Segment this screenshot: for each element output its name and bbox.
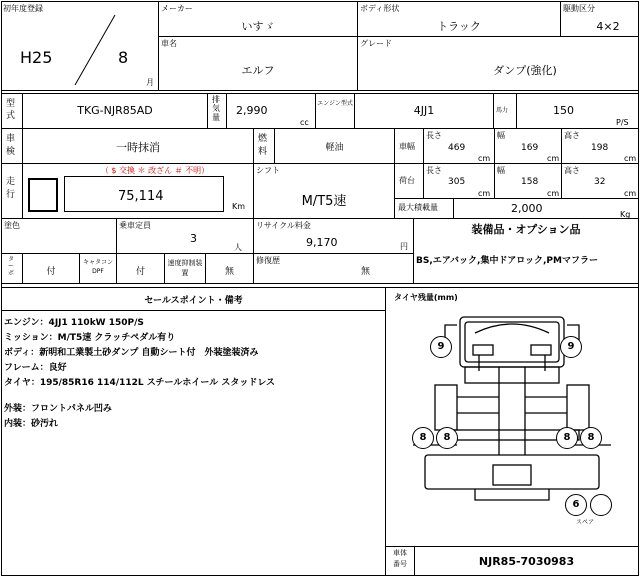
sales-line: フレーム：良好 (4, 363, 67, 373)
len-value: 469 (448, 143, 466, 153)
repair-label: 修復歴 (256, 256, 280, 265)
recycle-unit: 円 (400, 242, 408, 251)
color-label: 塗色 (4, 221, 20, 230)
mileage-value: 75,114 (118, 189, 164, 204)
chassis-value: NJR85-7030983 (478, 555, 575, 568)
inspection-label: 車検 (6, 134, 16, 157)
tire-rear-right-outer: 8 (580, 427, 602, 449)
month-value: 8 (118, 48, 129, 67)
sales-line: エンジン：4JJ1 110kW 150P/S (4, 318, 144, 328)
tire-rear-left-inner: 8 (436, 427, 458, 449)
mileage-checkbox (28, 178, 58, 212)
power-label: 馬力 (496, 107, 509, 114)
turbo-label: ターボ (8, 256, 15, 277)
mileage-label: 走行 (6, 177, 16, 200)
cargo-label: 荷台 (399, 176, 415, 185)
engine-label-cell (315, 93, 355, 129)
engine-label: エンジン型式 (317, 100, 353, 107)
sales-line: ボディ：新明和工業製土砂ダンプ 自動シート付 外装塗装済み (4, 348, 259, 358)
mileage-note: （ $ 交換 ＊ 改ざん ＃ 不明） (100, 166, 210, 175)
spare-label: スペア (576, 519, 595, 526)
turbo-value: 付 (46, 267, 56, 277)
width-value: 169 (521, 143, 539, 153)
sales-line (4, 390, 384, 401)
grade-value: ダンプ(強化) (493, 64, 557, 77)
catalyst-label: キャタコンDPF (82, 259, 113, 275)
sales-line: タイヤ：195/85R16 114/112L スチールホイール スタッドレス (4, 378, 276, 388)
power-unit: P/S (616, 118, 629, 127)
catalyst-value: 付 (135, 267, 145, 277)
grade-label: グレード (360, 39, 392, 48)
sales-lines (4, 315, 384, 431)
model-value: TKG-NJR85AD (77, 104, 153, 117)
sales-title: セールスポイント・備考 (144, 296, 243, 306)
cargo-height-unit: cm (624, 189, 637, 198)
speed-label: 速度抑制装置 (167, 259, 203, 277)
fuel-label: 燃料 (258, 134, 268, 157)
payload-label: 最大積載量 (398, 203, 438, 212)
len-unit: cm (478, 154, 491, 163)
width-unit: cm (547, 154, 560, 163)
body-label: ボディ形状 (360, 4, 400, 13)
capacity-label: 乗車定員 (119, 221, 151, 230)
cargo-height-label: 高さ (564, 166, 580, 175)
shift-value: M/T5速 (301, 194, 347, 209)
shift-label: シフト (256, 166, 280, 175)
cargo-len-label: 長さ (426, 166, 442, 175)
height-label: 高さ (564, 131, 580, 140)
maker-label: メーカー (161, 4, 193, 13)
era-year: H25 (20, 48, 53, 67)
displacement-value: 2,990 (236, 104, 268, 117)
tire-rear-right-inner: 8 (556, 427, 578, 449)
maker-value: いすゞ (241, 20, 275, 33)
height-value: 198 (591, 143, 609, 153)
recycle-value: 9,170 (306, 236, 338, 249)
inspection-value: 一時抹消 (116, 141, 160, 154)
cargo-len-value: 305 (448, 177, 466, 187)
month-unit: 月 (146, 78, 154, 87)
engine-value: 4JJ1 (413, 104, 435, 117)
cargo-height-value: 32 (594, 177, 606, 187)
reg-slash (70, 10, 120, 90)
capacity-value: 3 (190, 232, 197, 245)
first-reg-label: 初年度登録 (3, 4, 43, 13)
tire-front-right: 9 (560, 336, 582, 358)
drive-value: 4×2 (596, 20, 620, 33)
cargo-width-value: 158 (521, 177, 539, 187)
tire-spare: 6 (565, 494, 587, 516)
capacity-unit: 人 (234, 243, 242, 252)
height-unit: cm (624, 154, 637, 163)
tire-spare-2 (590, 494, 612, 516)
fuel-value: 軽油 (325, 143, 344, 153)
dims-label: 車幅 (399, 142, 415, 151)
options-label: 装備品・オプション品 (471, 223, 581, 236)
drive-label: 駆動区分 (563, 4, 595, 13)
sales-line: ミッション：M/T5速 クラッチペダル有り (4, 333, 176, 343)
payload-value-cell (453, 198, 639, 219)
displacement-unit: cc (300, 118, 309, 127)
tire-rear-left-outer: 8 (412, 427, 434, 449)
cargo-width-unit: cm (547, 189, 560, 198)
width-label: 幅 (497, 131, 505, 140)
displacement-label: 排気量 (212, 95, 220, 122)
options-value: BS,エアバック,集中ドアロック,PMマフラー (416, 256, 598, 266)
payload-value: 2,000 (511, 202, 543, 215)
sales-line: 内装：砂汚れ (4, 419, 59, 429)
body-value: トラック (437, 20, 481, 33)
tire-front-left: 9 (430, 336, 452, 358)
cargo-width-label: 幅 (497, 166, 505, 175)
cargo-len-unit: cm (478, 189, 491, 198)
repair-value: 無 (361, 267, 371, 277)
sales-line: 外装：フロントパネル凹み (4, 404, 112, 414)
payload-unit: Kg (620, 210, 631, 219)
len-label: 長さ (426, 131, 442, 140)
tire-title: タイヤ残量(mm) (394, 293, 458, 302)
model-label: 型式 (6, 99, 16, 121)
name-value: エルフ (241, 64, 275, 77)
chassis-label: 車体番号 (393, 549, 407, 568)
truck-diagram (395, 305, 630, 525)
recycle-label: リサイクル料金 (256, 221, 311, 230)
name-label: 車名 (161, 39, 177, 48)
mileage-unit: Km (232, 202, 246, 211)
power-value: 150 (553, 104, 574, 117)
speed-value: 無 (224, 267, 234, 277)
